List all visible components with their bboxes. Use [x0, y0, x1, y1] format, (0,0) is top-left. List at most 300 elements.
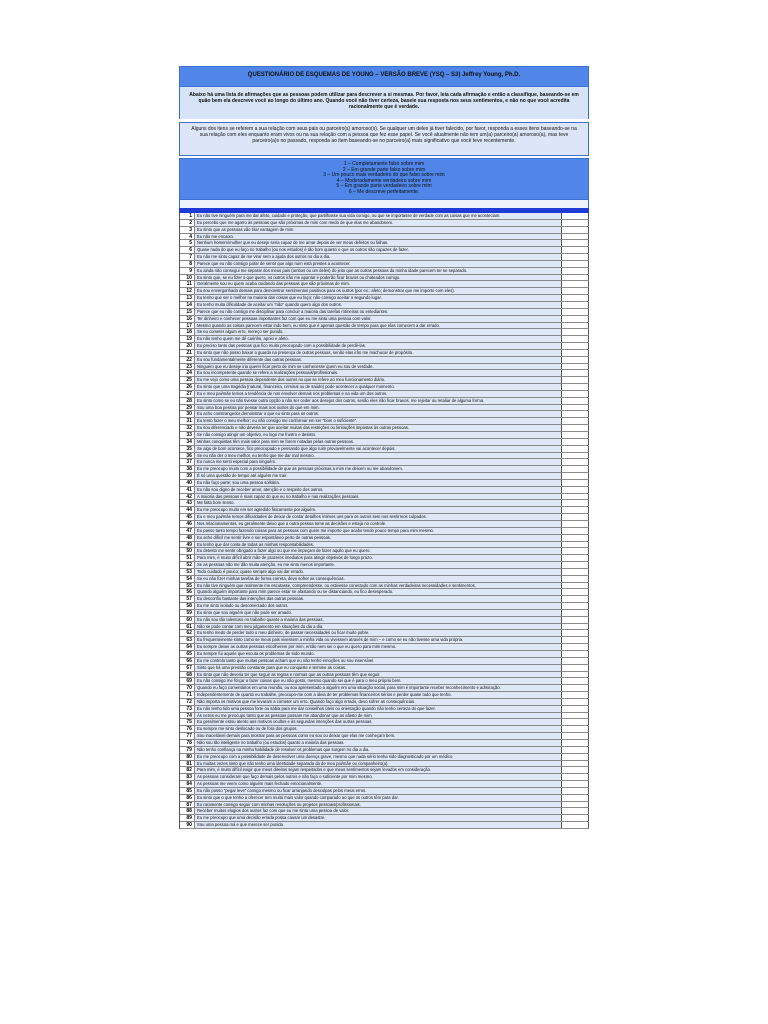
table-row [180, 323, 589, 330]
item-number: 83 [186, 774, 192, 781]
answer-cell[interactable] [561, 576, 589, 582]
item-number: 61 [186, 623, 192, 630]
answer-cell[interactable] [561, 220, 589, 226]
item-number: 73 [186, 705, 192, 712]
table-row [180, 446, 589, 453]
answer-cell[interactable] [561, 316, 589, 322]
answer-cell[interactable] [561, 528, 589, 534]
answer-cell[interactable] [561, 630, 589, 636]
table-row [180, 336, 589, 343]
table-row [180, 644, 589, 651]
item-statement: Eu sinto que uma tragédia (natural, financeira, criminal ou de saúde) pode acontecer a qualquer momento. [194, 384, 561, 390]
answer-cell[interactable] [561, 261, 589, 267]
table-row [180, 610, 589, 617]
item-statement: Parece que eu não consigo parar de sentir que algo ruim está prestes a acontecer. [194, 261, 561, 267]
answer-cell[interactable] [561, 672, 589, 678]
answer-cell[interactable] [561, 309, 589, 315]
item-number: 57 [186, 596, 192, 603]
item-number: 32 [186, 425, 192, 432]
item-statement: Sou inaceitável demais para mostrar para as pessoas como eu sou ou deixar que elas me conheçam bem. [194, 733, 561, 739]
item-number: 2 [189, 219, 192, 226]
item-number: 84 [186, 781, 192, 788]
item-number: 24 [186, 370, 192, 377]
answer-cell[interactable] [561, 288, 589, 294]
item-statement: Eu me preocupo com a possibilidade de desenvolver uma doença grave, mesmo que nada sério tenha sido diagnosticado por um médico. [194, 754, 561, 760]
item-number: 33 [186, 432, 192, 438]
item-statement: Eu me preocupo muito com a possibilidade de que as pessoas próximas a mim me deixem ou me abandonem. [194, 466, 561, 472]
answer-cell[interactable] [561, 555, 589, 561]
table-row [180, 596, 589, 603]
item-statement: Me falta bom senso. [194, 500, 561, 506]
item-number: 14 [186, 301, 192, 308]
item-statement: Eu sinto que, se eu fizer o que quero, os outros irão me apontar e poderão ficar bravos ou chateados comigo. [194, 275, 561, 281]
item-statement: Parece que eu não consigo me disciplinar para concluir a maioria das tarefas rotineiras ou entediantes. [194, 309, 561, 315]
item-statement: Eu preciso tanto das pessoas que fico muito preocupado com a possibilidade de perdê-las. [194, 343, 561, 349]
answer-cell[interactable] [561, 343, 589, 349]
table-row [180, 514, 589, 521]
item-statement: As pessoas me veem como alguém mais fechado emocionalmente. [194, 781, 561, 787]
table-row [180, 268, 589, 275]
item-number: 19 [186, 336, 192, 343]
answer-cell[interactable] [561, 521, 589, 527]
item-statement: Eu sou diferenciado e não deveria ter que aceitar muitas das restrições ou limitações impostas às outras pessoas. [194, 425, 561, 431]
answer-cell[interactable] [561, 713, 589, 719]
answer-cell[interactable] [561, 466, 589, 472]
table-row [180, 240, 589, 247]
answer-cell[interactable] [561, 822, 589, 828]
answer-cell[interactable] [561, 411, 589, 417]
item-number: 77 [186, 733, 192, 740]
table-row [180, 288, 589, 295]
answer-cell[interactable] [561, 268, 589, 274]
item-statement: Eu muitas vezes sinto que não tenho uma identidade separada da de meu pai/mãe ou companheiro(a). [194, 761, 561, 767]
table-row [180, 425, 589, 432]
table-row [180, 562, 589, 569]
item-number: 89 [186, 815, 192, 822]
scale-option: 5 – Em grande parte verdadeiro sobre mim [336, 183, 432, 190]
answer-cell[interactable] [561, 795, 589, 801]
answer-cell[interactable] [561, 747, 589, 753]
answer-cell[interactable] [561, 644, 589, 650]
item-statement: Eu tenho que dar conta de todas as minhas responsabilidades. [194, 542, 561, 548]
answer-cell[interactable] [561, 624, 589, 630]
answer-cell[interactable] [561, 377, 589, 383]
table-row [180, 247, 589, 254]
answer-cell[interactable] [561, 815, 589, 821]
answer-cell[interactable] [561, 425, 589, 431]
table-row [180, 302, 589, 309]
item-statement: Eu passo tanto tempo fazendo coisas para as pessoas com quem me importo que acabo tendo pouco tempo para mim mesmo. [194, 528, 561, 534]
answer-cell[interactable] [561, 733, 589, 739]
item-number: 59 [186, 609, 192, 616]
table-row [180, 692, 589, 699]
table-row [180, 569, 589, 576]
item-number: 6 [189, 247, 192, 254]
answer-cell[interactable] [561, 610, 589, 616]
item-number: 74 [186, 712, 192, 719]
item-number: 90 [186, 822, 192, 829]
item-statement: Eu tento fazer o meu melhor; eu não consigo me conformar em ser "bom o suficiente". [194, 418, 561, 424]
item-statement: Eu tenho que ser o melhor na maioria das coisas que eu faço; não consigo aceitar o segundo lugar. [194, 295, 561, 301]
item-number: 20 [186, 343, 192, 350]
answer-cell[interactable] [561, 439, 589, 445]
item-statement: É só uma questão de tempo até alguém me trair. [194, 473, 561, 479]
answer-cell[interactable] [561, 692, 589, 698]
answer-cell[interactable] [561, 726, 589, 732]
answer-cell[interactable] [561, 480, 589, 486]
item-number: 18 [186, 329, 192, 336]
table-row [180, 220, 589, 227]
item-number: 26 [186, 384, 192, 391]
answer-cell[interactable] [561, 569, 589, 575]
table-row [180, 309, 589, 316]
item-number: 44 [186, 507, 192, 514]
answer-cell[interactable] [561, 808, 589, 814]
item-statement: Ninguém que eu deseje iria querer ficar perto de mim se conhecesse quem eu sou de verdade. [194, 364, 561, 370]
answer-cell[interactable] [561, 391, 589, 397]
answer-cell[interactable] [561, 405, 589, 411]
answer-cell[interactable] [561, 761, 589, 767]
answer-cell[interactable] [561, 500, 589, 506]
table-row [180, 281, 589, 288]
item-statement: Eu e meu pai/mãe temos dificuldades de deixar de contar detalhes íntimos uns para os outros sem nos sentirmos culpados. [194, 514, 561, 520]
item-statement: Minhas conquistas têm mais valor para mim se forem notadas pelas outras pessoas. [194, 439, 561, 445]
answer-cell[interactable] [561, 446, 589, 452]
answer-cell[interactable] [561, 589, 589, 595]
answer-cell[interactable] [561, 370, 589, 376]
answer-cell[interactable] [561, 364, 589, 370]
table-row [180, 357, 589, 364]
item-statement: Se as pessoas não me dão muita atenção, eu me sinto menos importante. [194, 562, 561, 568]
item-number: 21 [186, 349, 192, 356]
table-row [180, 822, 589, 829]
item-statement: Nenhum homem/mulher que eu deseje seria capaz de me amar depois de ver meus defeitos ou falhas. [194, 240, 561, 246]
table-row [180, 733, 589, 740]
item-statement: Eu sou envergonhado demais para demonstrar sentimentos positivos para os outros (por ex.: afeto; demonstrar que me importo com eles). [194, 288, 561, 294]
table-row [180, 802, 589, 809]
table-row [180, 459, 589, 466]
item-statement: Eu acho constrangedor demonstrar o que eu sinto para os outros. [194, 411, 561, 417]
item-number: 55 [186, 582, 192, 589]
item-statement: Geralmente sou eu quem acaba cuidando das pessoas que são próximas de mim. [194, 281, 561, 287]
item-number: 78 [186, 739, 192, 746]
item-statement: Se algo de bom acontece, fico preocupado e pensando que algo ruim provavelmente vai acontecer depois. [194, 446, 561, 452]
answer-cell[interactable] [561, 774, 589, 780]
table-row [180, 706, 589, 713]
answer-cell[interactable] [561, 596, 589, 602]
questionnaire-sheet [179, 66, 589, 829]
item-statement: Eu não sou digno de receber amor, atenção e o respeito dos outros. [194, 487, 561, 493]
answer-cell[interactable] [561, 418, 589, 424]
table-row [180, 685, 589, 692]
item-number: 9 [189, 267, 192, 274]
answer-cell[interactable] [561, 398, 589, 404]
item-statement: Eu não tenho quem me dê carinho, apoio e afeto. [194, 336, 561, 342]
item-statement: Se eu não der o meu melhor, eu tenho que me dar mal mesmo. [194, 453, 561, 459]
table-row [180, 548, 589, 555]
item-statement: Eu não me sinto capaz de me virar sem a ajuda dos outros no dia a dia. [194, 254, 561, 260]
item-number: 46 [186, 520, 192, 527]
item-statement: Todo cuidado é pouco; quase sempre algo vai dar errado. [194, 569, 561, 575]
answer-cell[interactable] [561, 453, 589, 459]
table-row [180, 432, 589, 439]
item-number: 54 [186, 575, 192, 582]
table-row [180, 377, 589, 384]
item-statement: Eu me preocupo muito em ser agredido fisicamente por alguém. [194, 507, 561, 513]
table-row [180, 576, 589, 583]
answer-cell[interactable] [561, 788, 589, 794]
answer-cell[interactable] [561, 487, 589, 493]
table-row [180, 507, 589, 514]
answer-cell[interactable] [561, 323, 589, 329]
item-statement: Quase nada do que eu faço no trabalho (ou nos estudos) é tão bom quanto o que os outros são capazes de fazer. [194, 247, 561, 253]
answer-cell[interactable] [561, 494, 589, 500]
item-number: 71 [186, 692, 192, 699]
item-statement: Eu não consigo me forçar a fazer coisas que eu não gosto, mesmo quando sei que é para o meu próprio bem. [194, 678, 561, 684]
item-number: 45 [186, 514, 192, 521]
answer-cell[interactable] [561, 678, 589, 684]
item-number: 62 [186, 630, 192, 637]
answer-cell[interactable] [561, 603, 589, 609]
table-row [180, 487, 589, 494]
table-row [180, 781, 589, 788]
item-number: 13 [186, 295, 192, 302]
answer-cell[interactable] [561, 699, 589, 705]
item-number: 28 [186, 397, 192, 404]
item-number: 1 [189, 213, 192, 219]
answer-cell[interactable] [561, 637, 589, 643]
answer-cell[interactable] [561, 336, 589, 342]
parents-partner-note: Alguns dos itens se referem a sua relação com seus pais ou parceiro(s) amoroso(s). Se qualquer um deles já tiver falecido, por favor, responda a esses itens baseando-se na sua relação com eles enquanto eram vivos ou na sua relação com a pessoa que fez esse papel. Se você atualmente não tem um(a) parceiro(a) amoroso(a), mas teve parceiro(a)s no passado, responda ao item baseando-se no parceiro(a) mais significativo que você teve recentemente. [179, 122, 589, 156]
item-number: 82 [186, 767, 192, 774]
item-number: 41 [186, 486, 192, 493]
answer-cell[interactable] [561, 651, 589, 657]
item-number: 42 [186, 493, 192, 500]
table-row [180, 350, 589, 357]
answer-cell[interactable] [561, 459, 589, 465]
answer-cell[interactable] [561, 617, 589, 623]
table-row [180, 466, 589, 473]
answer-cell[interactable] [561, 281, 589, 287]
table-row [180, 500, 589, 507]
answer-cell[interactable] [561, 542, 589, 548]
table-row [180, 815, 589, 822]
answer-cell[interactable] [561, 548, 589, 554]
table-row [180, 761, 589, 768]
table-row [180, 795, 589, 802]
item-statement: Eu não me encaixo. [194, 234, 561, 240]
item-number: 80 [186, 753, 192, 760]
table-row [180, 713, 589, 720]
table-row [180, 398, 589, 405]
answer-cell[interactable] [561, 767, 589, 773]
item-statement: Não se pode contar com meu julgamento em situações do dia a dia. [194, 624, 561, 630]
item-number: 76 [186, 726, 192, 733]
answer-cell[interactable] [561, 247, 589, 253]
item-number: 7 [189, 254, 192, 261]
item-number: 23 [186, 363, 192, 370]
item-number: 16 [186, 315, 192, 322]
answer-cell[interactable] [561, 562, 589, 568]
answer-cell[interactable] [561, 781, 589, 787]
item-number: 53 [186, 568, 192, 575]
item-statement: Sou uma pessoa má e que merece ser punida. [194, 822, 561, 828]
item-statement: Eu me sinto isolado ou desconectado dos outros. [194, 603, 561, 609]
item-statement: Eu não faço parte; sou uma pessoa solitária. [194, 480, 561, 486]
table-row [180, 480, 589, 487]
item-number: 47 [186, 527, 192, 534]
answer-cell[interactable] [561, 535, 589, 541]
item-statement: Eu sou fundamentalmente diferente das outras pessoas. [194, 357, 561, 363]
item-number: 63 [186, 637, 192, 644]
answer-cell[interactable] [561, 719, 589, 725]
item-number: 4 [189, 233, 192, 240]
table-row [180, 699, 589, 706]
answer-cell[interactable] [561, 240, 589, 246]
item-number: 43 [186, 500, 192, 507]
table-row [180, 754, 589, 761]
item-number: 36 [186, 452, 192, 459]
item-statement: Eu sinto que o que tenho a oferecer tem muito mais valor quando comparado ao que os outros têm para dar. [194, 795, 561, 801]
item-number: 3 [189, 226, 192, 233]
item-statement: Eu sinto que sou alguém que não pode ser amado. [194, 610, 561, 616]
table-row [180, 808, 589, 815]
answer-cell[interactable] [561, 473, 589, 479]
answer-cell[interactable] [561, 583, 589, 589]
instructions-text: Abaixo há uma lista de afirmações que as pessoas podem utilizar para descrever a si mesmas. Por favor, leia cada afirmação e então a classifique, baseando-se em quão bem ela descreve você ao longo do último ano. Quando você não tiver certeza, baseie sua resposta nos seus sentimentos, e não no que você acredita racionalmente que é verdade. [179, 87, 589, 119]
table-row [180, 665, 589, 672]
item-statement: Eu sempre fui aquele que escuta os problemas de todo mundo. [194, 651, 561, 657]
answer-cell[interactable] [561, 254, 589, 260]
item-number: 56 [186, 589, 192, 596]
scale-option: 1 – Completamente falso sobre mim [343, 161, 425, 167]
table-row [180, 617, 589, 624]
item-number: 50 [186, 548, 192, 555]
table-row [180, 726, 589, 733]
scale-option: 2 – Em grande parte falso sobre mim [342, 166, 426, 173]
item-statement: Eu me controlo tanto que muitas pessoas acham que eu não tenho emoções ou sou insensível. [194, 658, 561, 664]
item-number: 30 [186, 411, 192, 418]
item-statement: Eu detesto me sentir obrigado a fazer algo ou que me impeçam de fazer aquilo que eu quero. [194, 548, 561, 554]
answer-cell[interactable] [561, 685, 589, 691]
answer-cell[interactable] [561, 234, 589, 240]
answer-cell[interactable] [561, 432, 589, 438]
item-statement: Eu sinto que as pessoas vão tirar vantagem de mim. [194, 227, 561, 233]
item-statement: As pessoas consideram que faço demais pelos outros e não faço o suficiente por mim mesmo. [194, 774, 561, 780]
table-row [180, 411, 589, 418]
item-statement: Eu sempre deixei as outras pessoas escolherem por mim, então nem sei o que eu quero para mim mesmo. [194, 644, 561, 650]
item-number: 68 [186, 671, 192, 678]
table-row [180, 295, 589, 302]
item-number: 27 [186, 390, 192, 397]
item-statement: Eu frequentemente sinto como se meus pais vivessem a minha vida ou vivessem através de mim – e como se eu não tivesse uma vida própria. [194, 637, 561, 643]
item-statement: Se não consigo atingir um objetivo, eu logo me frustro e desisto. [194, 432, 561, 438]
scale-option: 3 – Um pouco mais verdadeiro do que falso sobre mim [323, 172, 445, 179]
answer-cell[interactable] [561, 350, 589, 356]
item-statement: Se eu cometer algum erro, mereço ser punido. [194, 329, 561, 335]
table-row [180, 528, 589, 535]
items-table [179, 213, 589, 829]
item-statement: Eu sinto que não deveria ter que seguir as regras e normas que as outras pessoas têm que seguir. [194, 672, 561, 678]
table-row [180, 254, 589, 261]
answer-cell[interactable] [561, 754, 589, 760]
answer-cell[interactable] [561, 275, 589, 281]
table-row [180, 651, 589, 658]
table-row [180, 624, 589, 631]
table-row [180, 719, 589, 726]
table-row [180, 637, 589, 644]
table-row [180, 589, 589, 596]
item-statement: Sinto que há uma pressão constante para que eu conquiste e termine as coisas. [194, 665, 561, 671]
table-row [180, 329, 589, 336]
item-number: 49 [186, 541, 192, 548]
item-number: 64 [186, 644, 192, 651]
answer-cell[interactable] [561, 384, 589, 390]
answer-cell[interactable] [561, 802, 589, 808]
item-statement: Não importa os motivos que me levaram a cometer um erro. Quando faço algo errado, devo sofrer as consequências. [194, 699, 561, 705]
item-number: 10 [186, 274, 192, 281]
item-number: 87 [186, 801, 192, 808]
table-row [180, 494, 589, 501]
item-statement: Para mim, é muito difícil abrir mão de prazeres imediatos para atingir objetivos de longo prazo. [194, 555, 561, 561]
item-statement: Receber muitos elogios dos outros faz com que eu me sinta uma pessoa de valor. [194, 808, 561, 814]
item-statement: Eu sempre me sinto deslocado ou de fora dos grupos. [194, 726, 561, 732]
item-number: 25 [186, 377, 192, 384]
item-statement: Eu não tenho tido uma pessoa forte ou sábia para me dar conselhos úteis ou orientação quando não tenho certeza do que fazer. [194, 706, 561, 712]
table-row [180, 630, 589, 637]
answer-cell[interactable] [561, 665, 589, 671]
table-row [180, 439, 589, 446]
answer-cell[interactable] [561, 706, 589, 712]
item-number: 86 [186, 794, 192, 801]
answer-cell[interactable] [561, 213, 589, 219]
item-statement: Eu não tive ninguém que realmente me escutasse, compreendesse, ou estivesse conectado com as minhas verdadeiras necessidades e sentimentos. [194, 583, 561, 589]
answer-cell[interactable] [561, 740, 589, 746]
item-statement: Eu sinto como se eu não tivesse outra opção a não ser ceder aos desejos dos outros, senão eles irão ficar bravos, me rejeitar ou retaliar de alguma forma. [194, 398, 561, 404]
answer-cell[interactable] [561, 329, 589, 335]
item-number: 67 [186, 664, 192, 671]
answer-cell[interactable] [561, 227, 589, 233]
answer-cell[interactable] [561, 357, 589, 363]
table-row [180, 261, 589, 268]
item-statement: Eu me preocupo que uma decisão errada possa causar um desastre. [194, 815, 561, 821]
answer-cell[interactable] [561, 302, 589, 308]
answer-cell[interactable] [561, 507, 589, 513]
table-row [180, 740, 589, 747]
item-statement: Eu me vejo como uma pessoa dependente dos outros no que se refere ao meu funcionamento diário. [194, 377, 561, 383]
spacer [179, 200, 589, 208]
table-row [180, 542, 589, 549]
table-row [180, 364, 589, 371]
item-statement: Eu e meu pai/mãe temos a tendência de nos envolver demais nos problemas e na vida um dos outros. [194, 391, 561, 397]
item-number: 11 [186, 281, 192, 288]
answer-cell[interactable] [561, 295, 589, 301]
item-number: 58 [186, 603, 192, 610]
answer-cell[interactable] [561, 658, 589, 664]
item-number: 5 [189, 240, 192, 247]
table-row [180, 370, 589, 377]
table-row [180, 213, 589, 220]
table-row [180, 473, 589, 480]
item-statement: Para mim, é muito difícil exigir que meus direitos sejam respeitados e que meus sentimentos sejam levados em consideração. [194, 767, 561, 773]
answer-cell[interactable] [561, 514, 589, 520]
table-row [180, 767, 589, 774]
item-number: 31 [186, 418, 192, 425]
item-statement: Eu raramente consigo seguir com minhas resoluções ou projetos pessoais/profissionais. [194, 802, 561, 808]
item-number: 60 [186, 616, 192, 623]
item-statement: Nos relacionamentos, eu geralmente deixo que a outra pessoa tome as decisões e esteja no controle. [194, 521, 561, 527]
table-row [180, 275, 589, 282]
